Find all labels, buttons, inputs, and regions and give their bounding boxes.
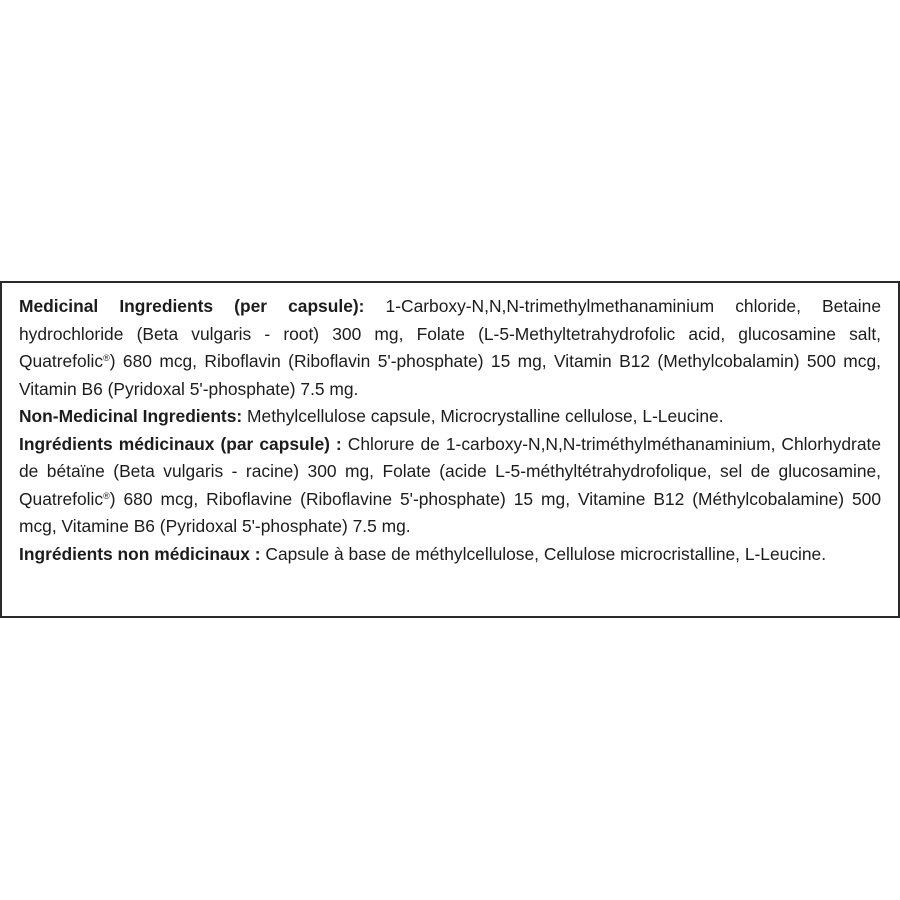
ingredients-label-box <box>0 281 900 618</box>
medicinal-ingredients-en-heading: Medicinal Ingredients (per capsule): <box>19 296 365 316</box>
medicinal-ingredients-fr-heading: Ingrédients médicinaux (par capsule) : <box>19 433 342 454</box>
medicinal-ingredients-en-text-1: 1-Carboxy-N,N,N-trimethylmethanaminium chloride, Betaine hydrochloride (Beta vulgaris - root) 300 mg, Folate (L-5-Methyltetrahydrofolic acid, glucosamine salt, Quatrefolic <box>19 296 882 371</box>
medicinal-ingredients-fr-text-1: Chlorure de 1-carboxy-N,N,N-triméthylméthanaminium, Chlorhydrate de bétaïne (Beta vulgaris - racine) 300 mg, Folate (acide L-5-méthyltétrahydrofolique, sel de glucosamine, Quatrefolic <box>19 433 881 509</box>
non-medicinal-ingredients-en <box>19 403 881 431</box>
registered-trademark-symbol: ® <box>103 353 110 363</box>
medicinal-ingredients-en <box>19 293 881 403</box>
non-medicinal-ingredients-en-heading: Non-Medicinal Ingredients: <box>19 406 243 426</box>
registered-trademark-symbol: ® <box>103 490 110 501</box>
non-medicinal-ingredients-fr-heading: Ingrédients non médicinaux : <box>19 543 261 564</box>
medicinal-ingredients-fr <box>19 431 881 541</box>
medicinal-ingredients-en-text-2: ) 680 mcg, Riboflavin (Riboflavin 5'-phosphate) 15 mg, Vitamin B12 (Methylcobalamin) 500 mcg, Vitamin B6 (Pyridoxal 5'-phosphate) 7.5 mg. <box>19 351 881 399</box>
medicinal-ingredients-fr-text-2: ) 680 mcg, Riboflavine (Riboflavine 5'-phosphate) 15 mg, Vitamine B12 (Méthylcobalamine) 500 mcg, Vitamine B6 (Pyridoxal 5'-phosphate) 7.5 mg. <box>19 488 881 536</box>
non-medicinal-ingredients-fr-text: Capsule à base de méthylcellulose, Cellulose microcristalline, L-Leucine. <box>260 543 827 564</box>
non-medicinal-ingredients-fr <box>19 541 881 569</box>
non-medicinal-ingredients-en-text: Methylcellulose capsule, Microcrystalline cellulose, L-Leucine. <box>242 406 724 426</box>
